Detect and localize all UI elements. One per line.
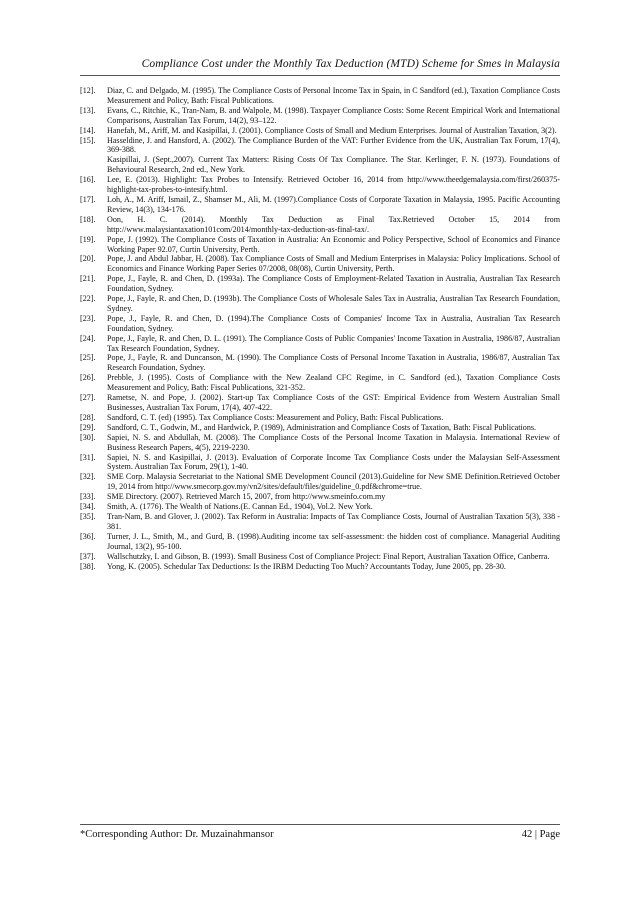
reference-number: [34]. [80,502,96,512]
reference-item [80,136,560,156]
reference-list [80,86,560,571]
reference-item [80,294,560,314]
reference-item [80,155,560,175]
reference-item [80,254,560,274]
reference-item [80,86,560,106]
reference-text: Kasipillai, J. (Sept.,2007). Current Tax Matters: Rising Costs Of Tax Compliance. The Star. Kerlinger, F. N. (1973). Foundations of Behavioural Research, 2nd ed., New York. [107,155,560,175]
reference-number: [36]. [80,531,96,541]
reference-text: Pope, J., Fayle, R. and Chen, D. (1994).The Compliance Costs of Companies' Income Tax in Australia, Australian Tax Research Foundation, Sydney. [107,313,560,333]
reference-text: Wallschutzky, I. and Gibson, B. (1993). Small Business Cost of Compliance Project: Final Report, Australian Taxation Office, Canberra. [107,551,550,561]
reference-number: [20]. [80,254,96,264]
reference-text: Rametse, N. and Pope, J. (2002). Start-up Tax Compliance Costs of the GST: Empirical Evidence from Western Australian Small Businesses, Australian Tax Forum, 17(4), 407-422. [107,393,560,412]
reference-text: Sandford, C. T. (ed) (1995). Tax Compliance Costs: Measurement and Policy, Bath: Fiscal Publications. [107,412,444,422]
page-number: 42 | Page [521,829,560,840]
reference-text: Pope, J., Fayle, R. and Chen, D. L. (1991). The Compliance Costs of Public Companies' Income Taxation in Australia, 1986/87, Australian Tax Research Foundation, Sydney. [107,333,560,353]
reference-number: [16]. [80,175,96,185]
reference-item [80,492,560,502]
reference-number: [23]. [80,313,96,323]
reference-item [80,334,560,354]
reference-item [80,512,560,532]
reference-number: [38]. [80,561,96,571]
running-header: Compliance Cost under the Monthly Tax Deduction (MTD) Scheme for Smes in Malaysia [141,58,560,70]
reference-text: Pope, J. and Abdul Jabbar, H. (2008). Tax Compliance Costs of Small and Medium Enterprises in Malaysia: Policy Implications. School of Economics and Finance Working Paper Series 07/2008, 08(08), Curtin University, Perth. [107,254,560,274]
reference-item [80,423,560,433]
reference-number: [17]. [80,194,96,204]
reference-item [80,433,560,453]
reference-text: Pope, J., Fayle, R. and Chen, D. (1993b). The Compliance Costs of Wholesale Sales Tax in Australia, Australian Tax Research Foundation, Sydney. [107,294,560,313]
reference-item [80,353,560,373]
reference-number [80,155,107,175]
reference-number: [35]. [80,511,96,521]
reference-number: [29]. [80,422,96,432]
reference-text: Loh, A., M. Ariff, Ismail, Z., Shamser M., Ali, M. (1997).Compliance Costs of Corporate Taxation in Malaysia, 1995. Pacific Accounting Review, 14(3), 134-176. [107,194,560,214]
reference-text: SME Corp. Malaysia Secretariat to the National SME Development Council (2013).Guideline for New SME Definition.Retrieved October 19, 2014 from http://www.smecorp.gov.my/vn2/sites/default/files/guideline_0.pdf&chrome=true. [107,472,560,492]
reference-number: [18]. [80,214,96,224]
header-divider [80,75,560,76]
footer-divider [80,824,560,825]
reference-text: Sapiei, N. S. and Abdullah, M. (2008). The Compliance Costs of the Personal Income Taxation in Malaysia. International Review of Business Research Papers, 4(5), 2219-2230. [107,432,560,452]
reference-text: Oon, H. C. (2014). Monthly Tax Deduction as Final Tax.Retrieved October 15, 2014 from http://www.malaysiantaxation101com/2014/monthly-tax-deduction-as-final-tax/. [107,214,560,234]
reference-item [80,453,560,473]
reference-text: Evans, C., Ritchie, K., Tran-Nam, B. and Walpole, M. (1998). Taxpayer Compliance Costs: Some Recent Empirical Work and International Comparisons, Australian Tax Forum, 14(2), 93–122. [107,105,560,125]
reference-text: Sapiei, N. S. and Kasipillai, J. (2013). Evaluation of Corporate Income Tax Compliance Costs under the Malaysian Self-Assessment System. Australian Tax Forum, 29(1), 1-40. [107,452,560,472]
reference-number: [33]. [80,492,96,502]
reference-number: [32]. [80,472,96,482]
reference-item [80,472,560,492]
reference-text: Diaz, C. and Delgado, M. (1995). The Compliance Costs of Personal Income Tax in Spain, in C Sandford (ed.), Taxation Compliance Costs Measurement and Policy, Bath: Fiscal Publications. [107,86,560,105]
reference-item [80,393,560,413]
reference-number: [22]. [80,294,96,304]
reference-number: [21]. [80,274,96,284]
reference-text: Lee, E. (2013). Highlight: Tax Probes to Intensify. Retrieved October 16, 2014 from http://www.theedgemalaysia.com/first/260375-highlight-tax-probes-to-intesify.html. [107,175,560,195]
reference-number: [14]. [80,125,96,135]
reference-text: Hanefah, M., Ariff, M. and Kasipillai, J. (2001). Compliance Costs of Small and Medium Enterprises. Journal of Australian Taxation, 3(2). [107,125,557,135]
reference-number: [37]. [80,551,96,561]
corresponding-author: *Corresponding Author: Dr. Muzainahmansor [80,829,274,840]
reference-number: [13]. [80,105,96,115]
reference-text: Smith, A. (1776). The Wealth of Nations.(E. Cannan Ed., 1904), Vol.2. New York. [107,502,373,512]
reference-item [80,126,560,136]
reference-text: Prebble, J. (1995). Costs of Compliance with the New Zealand CFC Regime, in C. Sandford (ed.), Taxation Compliance Costs Measurement and Policy, Bath: Fiscal Publications, 321-352. [107,373,560,393]
reference-item [80,235,560,255]
reference-item [80,413,560,423]
reference-text: Tran-Nam, B. and Glover, J. (2002). Tax Reform in Australia: Impacts of Tax Compliance Costs, Journal of Australian Taxation 5(3), 338 - 381. [107,511,560,531]
reference-number: [12]. [80,86,96,95]
reference-item [80,215,560,235]
reference-item [80,195,560,215]
reference-item [80,314,560,334]
reference-number: [19]. [80,234,96,244]
reference-text: Pope, J., Fayle, R. and Chen, D. (1993a). The Compliance Costs of Employment-Related Taxation in Australia, Australian Tax Research Foundation, Sydney. [107,274,560,294]
reference-item [80,373,560,393]
reference-item [80,106,560,126]
reference-number: [26]. [80,373,96,383]
reference-number: [25]. [80,353,96,363]
reference-number: [30]. [80,432,96,442]
reference-item [80,532,560,552]
reference-text: Turner, J. L., Smith, M., and Gurd, B. (1998).Auditing income tax self-assessment: the hidden cost of compliance. Managerial Auditing Journal, 13(2), 95-100. [107,531,560,551]
reference-text: Yong, K. (2005). Schedular Tax Deductions: Is the IRBM Deducting Too Much? Accountants Today, June 2005, pp. 28-30. [107,561,506,571]
reference-number: [15]. [80,135,96,145]
reference-item [80,274,560,294]
reference-item [80,552,560,562]
reference-text: Pope, J., Fayle, R. and Duncanson, M. (1990). The Compliance Costs of Personal Income Taxation in Australia, 1986/87, Australian Tax Research Foundation, Sydney. [107,353,560,373]
reference-item [80,562,560,572]
reference-text: Pope, J. (1992). The Compliance Costs of Taxation in Australia: An Economic and Policy Perspective, School of Economics and Finance Working Paper 92.07, Curtin University, Perth. [107,234,560,254]
reference-number: [31]. [80,452,96,462]
reference-text: SME Directory. (2007). Retrieved March 15, 2007, from http://www.smeinfo.com.my [107,492,386,502]
reference-text: Sandford, C. T., Godwin, M., and Hardwick, P. (1989), Administration and Compliance Costs of Taxation, Bath: Fiscal Publications. [107,422,537,432]
reference-text: Hasseldine, J. and Hansford, A. (2002). The Compliance Burden of the VAT: Further Evidence from the UK, Australian Tax Forum, 17(4), 369-388. [107,135,560,155]
reference-number: [28]. [80,412,96,422]
reference-number: [24]. [80,333,96,343]
reference-item [80,502,560,512]
reference-number: [27]. [80,393,96,403]
reference-item [80,175,560,195]
